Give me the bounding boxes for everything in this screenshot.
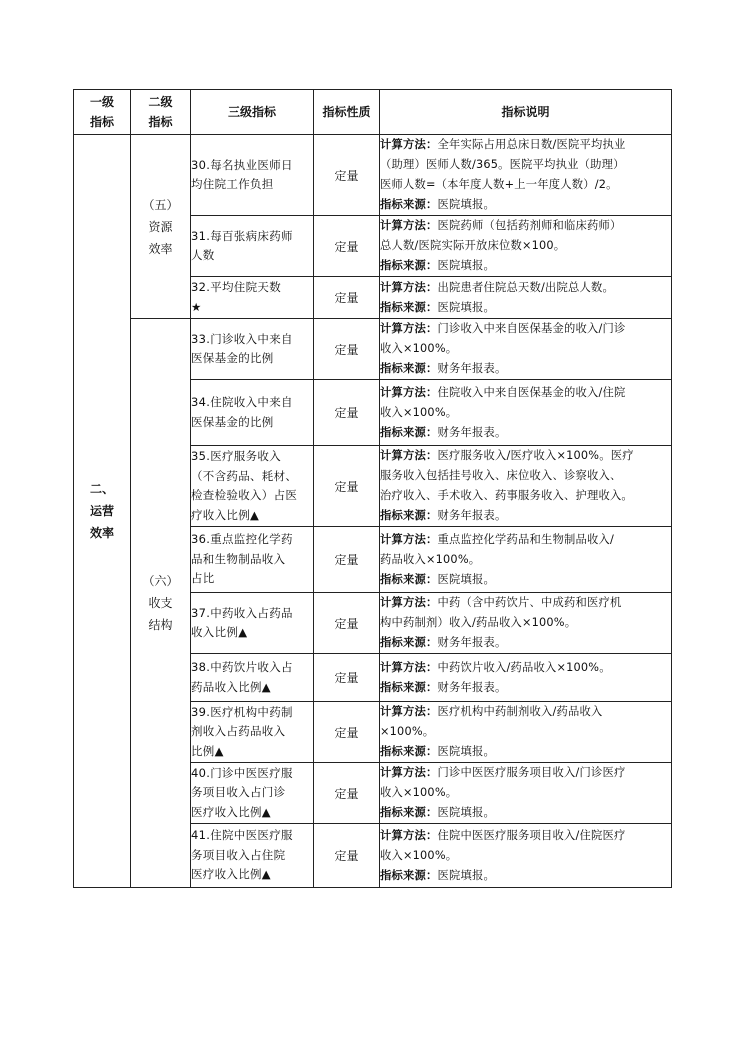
source-text: 医院填报。 (437, 198, 495, 211)
method-line (380, 155, 671, 175)
text-line: （五） (142, 197, 179, 212)
method-text: 药品收入×100%。 (380, 552, 481, 566)
text-line: 37.中药收入占药品 (191, 605, 293, 620)
source-line (380, 359, 671, 379)
indicator-description-cell (380, 380, 672, 446)
source-label: 指标来源： (380, 362, 438, 375)
method-text: 总人数/医院实际开放床位数×100。 (380, 239, 566, 252)
source-text: 医院填报。 (437, 868, 495, 882)
source-label: 指标来源： (380, 636, 438, 649)
indicator-name-cell (191, 824, 314, 888)
method-line (380, 702, 671, 722)
method-text: （助理）医师人数/365。医院平均执业（助理） (380, 158, 625, 171)
table-row (74, 135, 672, 216)
indicator-nature-cell: 定量 (314, 702, 380, 763)
method-line (380, 783, 671, 803)
method-text: 医院药师（包括药剂师和临床药师） (437, 219, 622, 232)
indicator-description-cell (380, 277, 672, 319)
method-text: 医疗服务收入/医疗收入×100%。医疗 (437, 449, 634, 462)
source-text: 医院填报。 (437, 259, 495, 272)
method-line (380, 550, 671, 570)
source-text: 医院填报。 (437, 572, 495, 586)
indicator-description-cell (380, 593, 672, 654)
text-line: 34.住院收入中来自 (191, 395, 293, 409)
method-label: 计算方法： (380, 449, 438, 462)
indicator-description-cell (380, 319, 672, 380)
method-line (380, 175, 671, 195)
source-label: 指标来源： (380, 868, 438, 882)
method-line (380, 658, 671, 678)
source-label: 指标来源： (380, 300, 438, 314)
method-line (380, 722, 671, 742)
method-line (380, 763, 671, 783)
method-line (380, 216, 671, 236)
text-line: 效率 (148, 241, 173, 256)
indicator-description-cell (380, 702, 672, 763)
method-label: 计算方法： (380, 660, 438, 674)
indicator-name-cell (191, 702, 314, 763)
source-label: 指标来源： (380, 259, 438, 272)
indicator-nature-cell: 定量 (314, 824, 380, 888)
indicator-nature-cell: 定量 (314, 135, 380, 216)
source-line (380, 866, 671, 886)
method-text: 门诊收入中来自医保基金的收入/门诊 (437, 322, 626, 335)
indicator-table (73, 89, 672, 888)
indicator-name-cell (191, 135, 314, 216)
text-line: 41.住院中医医疗服 (191, 828, 293, 843)
method-line (380, 135, 671, 155)
text-line: 36.重点监控化学药 (191, 532, 293, 547)
method-label: 计算方法： (380, 322, 438, 335)
text-line: 均住院工作负担 (191, 177, 274, 191)
source-line (380, 803, 671, 823)
source-line (380, 678, 671, 698)
text-line: 33.门诊收入中来自 (191, 331, 293, 346)
method-text: 收入×100%。 (380, 786, 458, 799)
source-text: 财务年报表。 (437, 509, 507, 522)
method-line (380, 383, 671, 403)
text-line: 医保基金的比例 (191, 351, 274, 365)
method-text: 医师人数=（本年度人数+上一年度人数）/2。 (380, 178, 618, 191)
text-line: ★ (191, 299, 202, 314)
source-label: 指标来源： (380, 198, 438, 211)
indicator-description-cell (380, 446, 672, 527)
text-line: 检查检验收入）占医 (191, 488, 298, 502)
header-nature: 指标性质 (314, 90, 380, 135)
source-text: 医院填报。 (437, 745, 495, 758)
text-line: （不含药品、耗材、 (191, 468, 298, 483)
method-text: 出院患者住院总天数/出院总人数。 (437, 280, 614, 294)
text-line: 医疗收入比例▲ (191, 804, 271, 819)
text-line: 35.医疗服务收入 (191, 449, 281, 463)
method-text: 中药（含中药饮片、中成药和医疗机 (437, 596, 622, 609)
method-text: 医疗机构中药制剂收入/药品收入 (437, 705, 603, 718)
method-line (380, 446, 671, 466)
method-text: 全年实际占用总床日数/医院平均执业 (437, 138, 626, 151)
source-label: 指标来源： (380, 572, 438, 586)
header-description: 指标说明 (380, 90, 672, 135)
level2-cell (131, 135, 191, 319)
indicator-name-cell (191, 380, 314, 446)
indicator-nature-cell: 定量 (314, 763, 380, 824)
method-line (380, 613, 671, 633)
text-line: 品和生物制品收入 (191, 551, 286, 566)
method-text: 服务收入包括挂号收入、床位收入、诊察收入、 (380, 469, 622, 482)
indicator-name-cell (191, 319, 314, 380)
source-text: 财务年报表。 (437, 425, 507, 439)
source-text: 财务年报表。 (437, 680, 507, 694)
method-label: 计算方法： (380, 705, 438, 718)
text-line: 务项目收入占门诊 (191, 785, 286, 800)
source-text: 医院填报。 (437, 300, 495, 314)
source-label: 指标来源： (380, 425, 438, 439)
text-line: 31.每百张病床药师 (191, 228, 293, 243)
text-line: 39.医疗机构中药制 (191, 704, 293, 719)
text-line: 医疗收入比例▲ (191, 867, 271, 882)
text-line: 疗收入比例▲ (191, 507, 260, 522)
text-line: （六） (142, 574, 179, 588)
source-line (380, 506, 671, 526)
source-line (380, 298, 671, 318)
text-line: 32.平均住院天数 (191, 280, 281, 294)
source-text: 医院填报。 (437, 806, 495, 819)
method-label: 计算方法： (380, 385, 438, 399)
text-line: 38.中药饮片收入占 (191, 660, 293, 674)
source-label: 指标来源： (380, 745, 438, 758)
text-line: 药品收入比例▲ (191, 679, 271, 694)
text-line: 40.门诊中医医疗服 (191, 765, 293, 780)
indicator-name-cell (191, 277, 314, 319)
method-line (380, 319, 671, 339)
method-text: 门诊中医医疗服务项目收入/门诊医疗 (437, 766, 626, 779)
text-line: 比例▲ (191, 743, 224, 758)
indicator-name-cell (191, 593, 314, 654)
text-line: 30.每名执业医师日 (191, 157, 293, 172)
indicator-description-cell (380, 763, 672, 824)
table-row (74, 319, 672, 380)
indicator-nature-cell: 定量 (314, 593, 380, 654)
method-line (380, 236, 671, 256)
method-line (380, 466, 671, 486)
source-label: 指标来源： (380, 509, 438, 522)
source-line (380, 742, 671, 762)
indicator-description-cell (380, 216, 672, 277)
indicator-nature-cell: 定量 (314, 319, 380, 380)
method-label: 计算方法： (380, 280, 438, 294)
method-text: 住院收入中来自医保基金的收入/住院 (437, 385, 626, 399)
source-line (380, 256, 671, 276)
method-text: 重点监控化学药品和生物制品收入/ (437, 532, 614, 546)
indicator-name-cell (191, 654, 314, 702)
method-label: 计算方法： (380, 138, 438, 151)
level1-cell (74, 135, 131, 888)
indicator-description-cell (380, 135, 672, 216)
source-line (380, 633, 671, 653)
indicator-description-cell (380, 824, 672, 888)
source-line (380, 195, 671, 215)
indicator-name-cell (191, 216, 314, 277)
text-line: 收支 (148, 596, 173, 610)
header-row (74, 90, 672, 135)
method-label: 计算方法： (380, 766, 438, 779)
text-line: 资源 (148, 219, 173, 234)
method-text: 住院中医医疗服务项目收入/住院医疗 (437, 828, 626, 842)
indicator-nature-cell: 定量 (314, 380, 380, 446)
method-line (380, 486, 671, 506)
method-text: 治疗收入、手术收入、药事服务收入、护理收入。 (380, 489, 633, 502)
indicator-nature-cell: 定量 (314, 654, 380, 702)
indicator-nature-cell: 定量 (314, 446, 380, 527)
indicator-nature-cell: 定量 (314, 527, 380, 593)
text-line: 占比 (191, 571, 215, 586)
method-line (380, 278, 671, 298)
text-line: 收入比例▲ (191, 625, 248, 639)
source-text: 财务年报表。 (437, 636, 507, 649)
text-line: 医保基金的比例 (191, 414, 274, 429)
text-line: 结构 (148, 618, 173, 632)
text-line: 务项目收入占住院 (191, 847, 286, 862)
method-text: 收入×100%。 (380, 405, 458, 419)
source-label: 指标来源： (380, 680, 438, 694)
method-line (380, 593, 671, 613)
source-line (380, 570, 671, 590)
indicator-name-cell (191, 763, 314, 824)
level2-cell (131, 319, 191, 888)
indicator-description-cell (380, 654, 672, 702)
method-line (380, 403, 671, 423)
method-text: ×100%。 (380, 725, 435, 738)
method-text: 构中药制剂）收入/药品收入×100%。 (380, 616, 577, 629)
text-line: 二、 (89, 482, 114, 496)
method-line (380, 530, 671, 550)
indicator-nature-cell: 定量 (314, 216, 380, 277)
header-level2: 二级 指标 (131, 90, 191, 135)
indicator-name-cell (191, 446, 314, 527)
source-line (380, 423, 671, 443)
method-text: 收入×100%。 (380, 848, 458, 862)
header-level3: 三级指标 (191, 90, 314, 135)
text-line: 运营 (89, 504, 114, 518)
text-line: 效率 (89, 526, 114, 540)
method-label: 计算方法： (380, 532, 438, 546)
method-label: 计算方法： (380, 596, 438, 609)
source-text: 财务年报表。 (437, 362, 507, 375)
text-line: 剂收入占药品收入 (191, 724, 286, 739)
indicator-name-cell (191, 527, 314, 593)
method-line (380, 339, 671, 359)
method-label: 计算方法： (380, 828, 438, 842)
header-level1: 一级 指标 (74, 90, 131, 135)
method-line (380, 846, 671, 866)
method-text: 收入×100%。 (380, 342, 458, 355)
indicator-nature-cell: 定量 (314, 277, 380, 319)
indicator-description-cell (380, 527, 672, 593)
method-label: 计算方法： (380, 219, 438, 232)
text-line: 人数 (191, 248, 215, 262)
method-text: 中药饮片收入/药品收入×100%。 (437, 660, 611, 674)
method-line (380, 826, 671, 846)
source-label: 指标来源： (380, 806, 438, 819)
